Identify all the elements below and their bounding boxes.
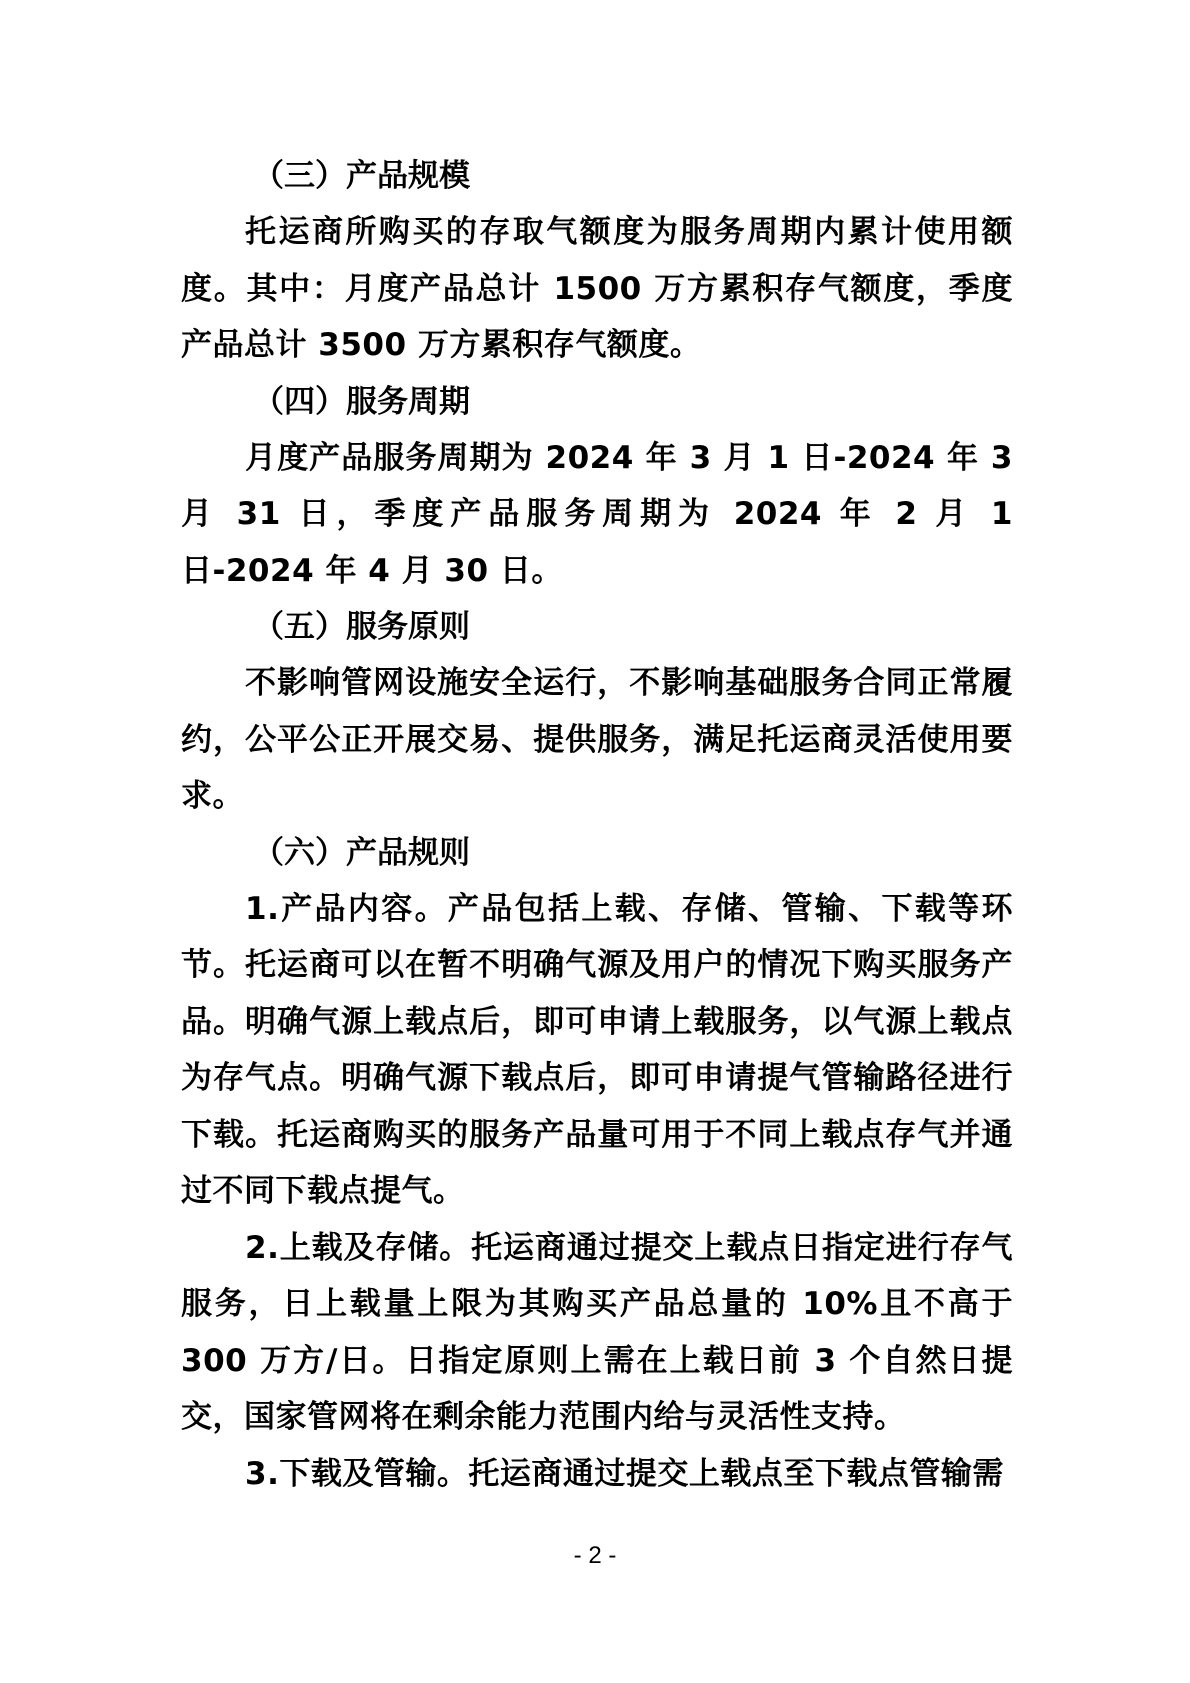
section-heading-service-period: （四）服务周期 [253, 383, 470, 420]
paragraph-service-principle: 不影响管网设施安全运行，不影响基础服务合同正常履约，公平公正开展交易、提供服务，满足托运商灵活使用要求。 [181, 665, 1013, 814]
section-heading-product-rules: （六）产品规则 [253, 834, 470, 871]
page-number: - 2 - [573, 1542, 617, 1569]
section-heading-scale: （三）产品规模 [253, 158, 470, 194]
paragraph-product-content: 1.产品内容。产品包括上载、存储、管输、下载等环节。托运商可以在暂不明确气源及用户的情况下购买服务产品。明确气源上载点后，即可申请上载服务，以气源上载点为存气点。明确气源下载点后，即可申请提气管输路径进行下载。托运商购买的服务产品量可用于不同上载点存气并通过不同下载点提气。 [181, 890, 1013, 1209]
document-body [181, 148, 1013, 1502]
paragraph-scale: 托运商所购买的存取气额度为服务周期内累计使用额度。其中：月度产品总计 1500 万方累积存气额度，季度产品总计 3500 万方累积存气额度。 [181, 214, 1013, 363]
section-heading-service-principle: （五）服务原则 [253, 609, 470, 645]
paragraph-service-period: 月度产品服务周期为 2024 年 3 月 1 日-2024 年 3 月 31 日，季度产品服务周期为 2024 年 2 月 1 日-2024 年 4 月 30 日。 [181, 439, 1013, 589]
paragraph-upload-storage: 2.上载及存储。托运商通过提交上载点日指定进行存气服务，日上载量上限为其购买产品总量的 10%且不高于 300 万方/日。日指定原则上需在上载日前 3 个自然日提交，国家管网将在剩余能力范围内给与灵活性支持。 [181, 1229, 1013, 1435]
paragraph-download-transport: 3.下载及管输。托运商通过提交上载点至下载点管输需 [245, 1455, 1004, 1492]
